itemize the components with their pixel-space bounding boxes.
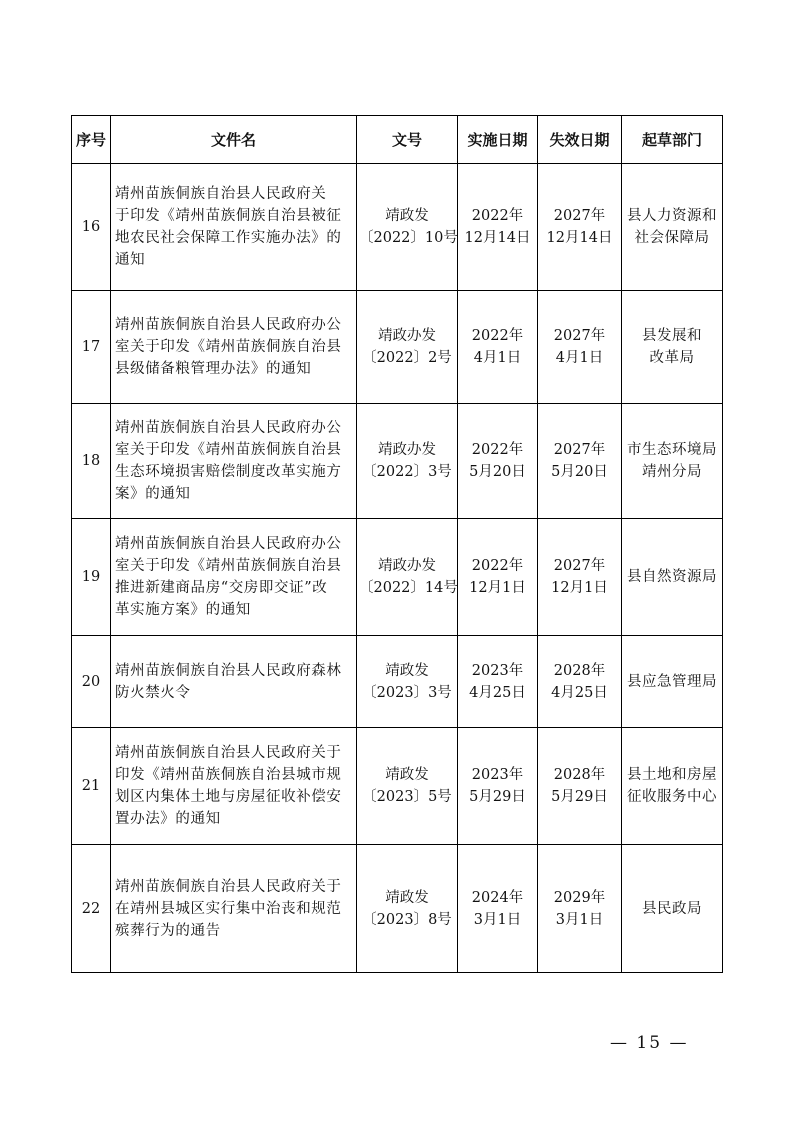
cell-line: 县自然资源局 [627,569,717,585]
cell-line: 通知 [115,252,146,268]
table-row [72,728,723,845]
cell-line: 印发《靖州苗族侗族自治县城市规 [115,767,342,783]
cell-line: 2023年 [471,767,524,783]
cell-line: 2022年 [471,328,524,344]
cell-line: 〔2023〕3号 [362,684,452,701]
cell-line: 2022年 [471,558,524,574]
table-row [72,519,723,636]
cell-line: 12月14日 [546,230,613,246]
cell-line: 靖政办发 [378,442,436,458]
cell-line: 靖政发 [385,208,429,224]
cell-document-number [357,291,458,404]
cell-line: 2027年 [553,558,606,574]
cell-expiry-date [538,636,622,728]
cell-document-number [357,164,458,291]
cell-line: 4月25日 [469,684,526,701]
cell-line: 2027年 [553,328,606,344]
cell-line: 改革局 [649,350,695,366]
cell-drafting-department [622,291,723,404]
cell-drafting-department [622,845,723,973]
cell-line: 2028年 [553,767,606,783]
cell-line: 靖政办发 [378,558,436,574]
cell-serial-no: 22 [72,845,111,973]
cell-effective-date [458,636,538,728]
cell-line: 靖政发 [385,767,429,783]
cell-serial-no: 17 [72,291,111,404]
cell-serial-no: 20 [72,636,111,728]
header-document-number: 文号 [357,116,458,164]
cell-line: 靖州苗族侗族自治县人民政府关于 [115,878,342,895]
cell-line: 2022年 [471,442,524,458]
cell-line: 5月20日 [551,464,608,480]
cell-line: 靖州苗族侗族自治县人民政府办公 [115,536,342,552]
cell-document-name [111,291,357,404]
cell-line: 〔2022〕2号 [362,350,452,366]
cell-line: 推进新建商品房“交房即交证”改 [115,580,328,596]
cell-document-number [357,636,458,728]
cell-line: 县民政局 [642,900,702,917]
cell-line: 2029年 [553,889,606,906]
cell-effective-date [458,404,538,519]
cell-document-name [111,404,357,519]
cell-line: 5月29日 [469,789,526,805]
cell-line: 2027年 [553,208,606,224]
cell-drafting-department [622,636,723,728]
page-number: — 15 — [610,1033,689,1053]
cell-document-name [111,636,357,728]
cell-serial-no: 19 [72,519,111,636]
cell-line: 县人力资源和 [627,208,717,224]
cell-line: 防火禁火令 [115,684,191,701]
cell-line: 室关于印发《靖州苗族侗族自治县 [115,442,342,458]
cell-effective-date [458,164,538,291]
cell-serial-no: 18 [72,404,111,519]
cell-line: 5月29日 [551,789,608,805]
cell-serial-no: 16 [72,164,111,291]
cell-document-number [357,404,458,519]
cell-line: 置办法》的通知 [115,811,221,827]
cell-document-number [357,845,458,973]
cell-line: 征收服务中心 [627,789,717,805]
cell-line: 县应急管理局 [627,673,717,690]
policy-document-table [71,115,723,973]
cell-effective-date [458,519,538,636]
cell-drafting-department [622,404,723,519]
table-header-row [72,116,723,164]
header-serial-no: 序号 [72,116,111,164]
table-row [72,404,723,519]
cell-line: 3月1日 [555,911,604,928]
header-drafting-department: 起草部门 [622,116,723,164]
cell-line: 4月1日 [473,350,522,366]
cell-line: 室关于印发《靖州苗族侗族自治县 [115,558,342,574]
table-row [72,164,723,291]
table-row [72,291,723,404]
cell-line: 县土地和房屋 [627,767,717,783]
cell-expiry-date [538,404,622,519]
cell-line: 4月1日 [555,350,604,366]
cell-line: 地农民社会保障工作实施办法》的 [115,230,342,246]
cell-document-name [111,519,357,636]
cell-line: 2022年 [471,208,524,224]
cell-line: 于印发《靖州苗族侗族自治县被征 [115,208,342,224]
cell-expiry-date [538,519,622,636]
cell-line: 划区内集体土地与房屋征收补偿安 [115,789,342,805]
cell-line: 2024年 [471,889,524,906]
cell-line: 〔2022〕10号 [359,230,458,246]
cell-line: 靖州苗族侗族自治县人民政府办公 [115,317,342,333]
cell-drafting-department [622,728,723,845]
table-row [72,845,723,973]
cell-line: 靖州苗族侗族自治县人民政府关 [115,186,327,202]
cell-line: 2023年 [471,662,524,679]
cell-line: 靖政办发 [378,328,436,344]
cell-line: 靖政发 [385,662,429,679]
cell-document-number [357,519,458,636]
cell-effective-date [458,291,538,404]
cell-effective-date [458,728,538,845]
cell-expiry-date [538,845,622,973]
cell-line: 在靖州县城区实行集中治丧和规范 [115,900,342,917]
cell-line: 12月14日 [464,230,531,246]
cell-document-number [357,728,458,845]
cell-line: 〔2022〕3号 [362,464,452,480]
cell-line: 靖州分局 [642,464,702,480]
cell-line: 12月1日 [551,580,608,596]
cell-document-name [111,845,357,973]
cell-line: 殡葬行为的通告 [115,922,221,939]
cell-line: 2027年 [553,442,606,458]
table-row [72,636,723,728]
cell-line: 生态环境损害赔偿制度改革实施方 [115,464,342,480]
cell-serial-no: 21 [72,728,111,845]
cell-line: 室关于印发《靖州苗族侗族自治县 [115,339,342,355]
cell-line: 〔2023〕8号 [362,911,452,928]
cell-line: 案》的通知 [115,486,191,502]
cell-line: 12月1日 [469,580,526,596]
cell-expiry-date [538,291,622,404]
cell-line: 社会保障局 [634,230,710,246]
cell-document-name [111,728,357,845]
cell-line: 〔2023〕5号 [362,789,452,805]
cell-line: 县发展和 [642,328,702,344]
cell-line: 革实施方案》的通知 [115,602,251,618]
header-expiry-date: 失效日期 [538,116,622,164]
cell-drafting-department [622,519,723,636]
cell-line: 靖州苗族侗族自治县人民政府办公 [115,420,342,436]
cell-effective-date [458,845,538,973]
cell-line: 5月20日 [469,464,526,480]
cell-expiry-date [538,164,622,291]
cell-line: 靖政发 [385,889,429,906]
cell-line: 〔2022〕14号 [359,580,458,596]
cell-line: 靖州苗族侗族自治县人民政府关于 [115,745,342,761]
cell-line: 县级储备粮管理办法》的通知 [115,361,312,377]
cell-line: 靖州苗族侗族自治县人民政府森林 [115,662,342,679]
cell-document-name [111,164,357,291]
cell-line: 2028年 [553,662,606,679]
table-body [72,164,723,973]
cell-expiry-date [538,728,622,845]
cell-line: 市生态环境局 [627,442,717,458]
cell-line: 3月1日 [473,911,522,928]
header-document-name: 文件名 [111,116,357,164]
cell-line: 4月25日 [551,684,608,701]
header-effective-date: 实施日期 [458,116,538,164]
cell-drafting-department [622,164,723,291]
